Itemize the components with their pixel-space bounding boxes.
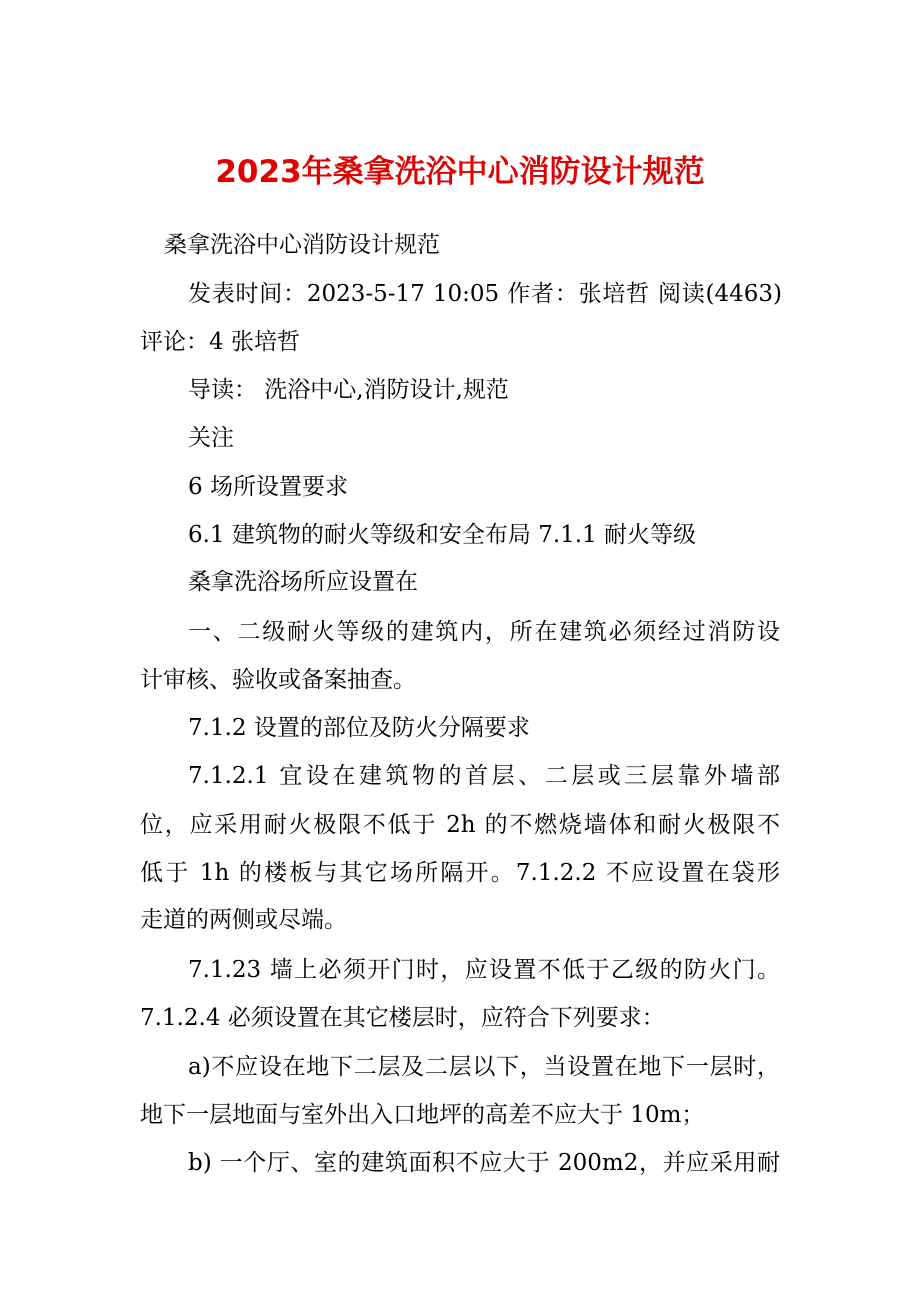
paragraph-line: 桑拿洗浴场所应设置在 <box>188 569 418 595</box>
paragraph-line: 7.1.23 墙上必须开门时，应设置不低于乙级的防火门。 <box>188 957 780 983</box>
paragraph-line: 走道的两侧或尽端。 <box>140 907 347 933</box>
paragraph-line: 地下一层地面与室外出入口地坪的高差不应大于 10m； <box>140 1102 705 1128</box>
guide-line: 导读： 洗浴中心,消防设计,规范 <box>188 377 509 403</box>
paragraph-line: a)不应设在地下二层及二层以下，当设置在地下一层时， <box>188 1054 780 1080</box>
document-title: 2023年桑拿洗浴中心消防设计规范 <box>215 154 705 190</box>
paragraph-line: 一、二级耐火等级的建筑内，所在建筑必须经过消防设 <box>188 619 780 645</box>
paragraph-line: 7.1.2 设置的部位及防火分隔要求 <box>188 715 530 741</box>
meta-line-cont: 评论：4 张培哲 <box>140 329 300 355</box>
paragraph-line: b) 一个厅、室的建筑面积不应大于 200m2，并应采用耐 <box>188 1150 780 1176</box>
paragraph-line: 低于 1h 的楼板与其它场所隔开。7.1.2.2 不应设置在袋形 <box>140 860 780 886</box>
paragraph-line: 位，应采用耐火极限不低于 2h 的不燃烧墙体和耐火极限不 <box>140 812 780 838</box>
follow-text: 关注 <box>188 425 234 451</box>
meta-line: 发表时间：2023-5-17 10:05 作者：张培哲 阅读(4463) <box>188 281 782 307</box>
section-heading: 6 场所设置要求 <box>188 474 348 500</box>
paragraph-line: 6.1 建筑物的耐火等级和安全布局 7.1.1 耐火等级 <box>188 522 697 548</box>
paragraph-line: 7.1.2.4 必须设置在其它楼层时，应符合下列要求： <box>140 1005 665 1031</box>
paragraph-line: 计审核、验收或备案抽查。 <box>140 667 416 693</box>
subtitle: 桑拿洗浴中心消防设计规范 <box>164 232 440 258</box>
paragraph-line: 7.1.2.1 宜设在建筑物的首层、二层或三层靠外墙部 <box>188 763 780 789</box>
